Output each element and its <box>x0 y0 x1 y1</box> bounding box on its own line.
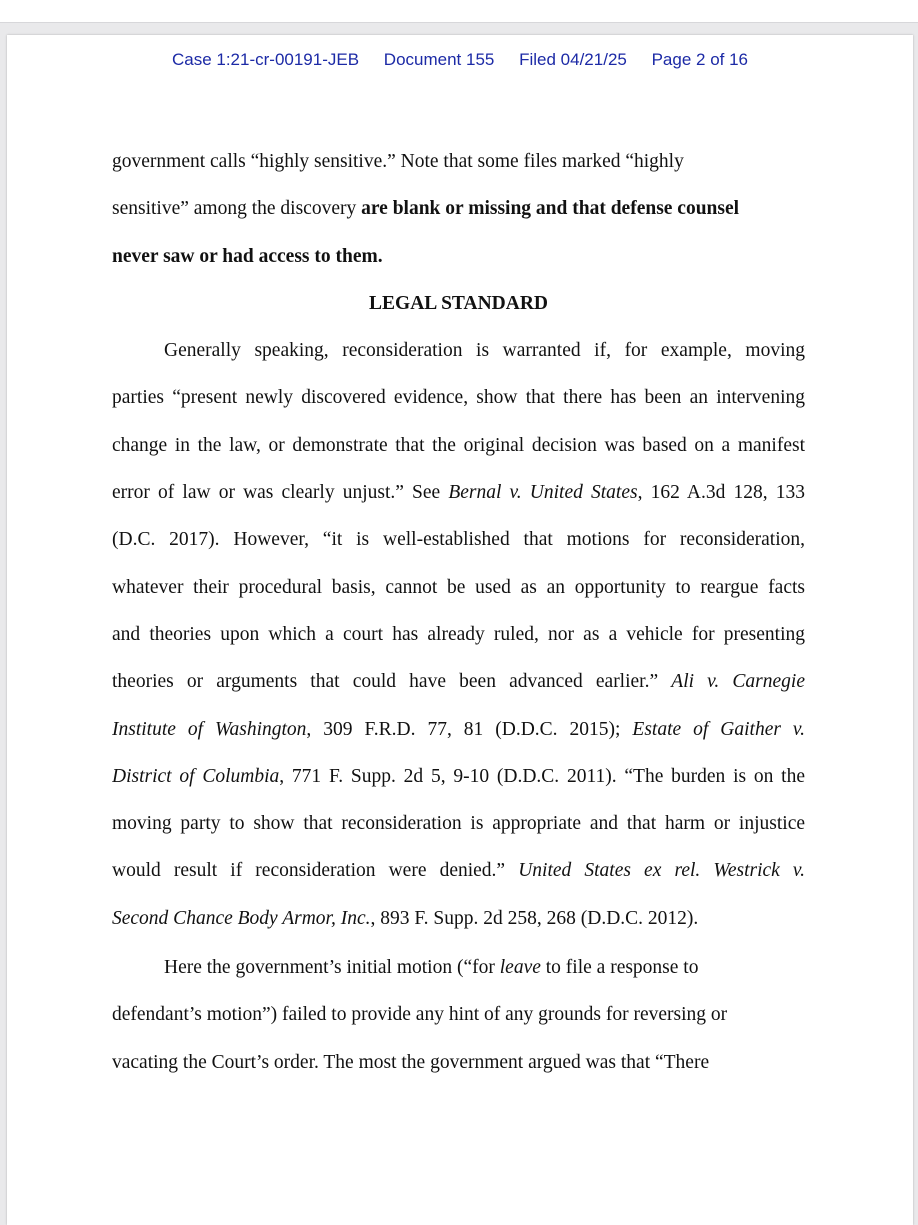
document-number: Document 155 <box>383 50 495 69</box>
text-line: theories or arguments that could have been advanced earlier.” Ali v. Carnegie <box>112 671 805 693</box>
case-number: Case 1:21-cr-00191-JEB <box>171 50 360 69</box>
case-citation: Second Chance Body Armor, Inc. <box>112 907 371 929</box>
text-line <box>112 233 805 280</box>
court-filing-header <box>7 50 913 70</box>
emphasis-bold: never saw or had access to them. <box>112 245 383 267</box>
text-line: defendant’s motion”) failed to provide any hint of any grounds for reversing or <box>112 1004 728 1026</box>
text-line: Generally speaking, reconsideration is warranted if, for example, moving <box>164 340 805 362</box>
emphasis-bold: are blank or missing and that defense counsel <box>361 198 740 220</box>
text-line: (D.C. 2017). However, “it is well-established that motions for reconsideration, <box>112 529 805 551</box>
text-line: Institute of Washington, 309 F.R.D. 77, 81 (D.D.C. 2015); Estate of Gaither v. <box>112 718 805 740</box>
page-indicator: Page 2 of 16 <box>651 50 749 69</box>
case-citation: District of Columbia <box>112 765 280 787</box>
case-citation: Bernal v. United States <box>448 482 638 504</box>
text-line: vacating the Court’s order. The most the government argued was that “There <box>112 1051 710 1073</box>
viewer-top-strip <box>0 0 918 23</box>
text-line: Second Chance Body Armor, Inc., 893 F. Supp. 2d 258, 268 (D.D.C. 2012). <box>112 907 699 929</box>
document-page <box>7 35 913 1225</box>
text-line: sensitive” among the discovery are blank or missing and that defense counsel <box>112 198 740 220</box>
text-line: and theories upon which a court has already ruled, nor as a vehicle for presenting <box>112 623 805 645</box>
text-line: error of law or was clearly unjust.” See Bernal v. United States, 162 A.3d 128, 133 <box>112 482 805 504</box>
case-citation: Institute of Washington <box>112 718 307 740</box>
section-heading: LEGAL STANDARD <box>369 292 548 314</box>
text-line: parties “present newly discovered evidence, show that there has been an intervening <box>112 387 805 409</box>
case-citation: Estate of Gaither v. <box>632 718 805 740</box>
text-line: would result if reconsideration were denied.” United States ex rel. Westrick v. <box>112 860 805 882</box>
text-line: government calls “highly sensitive.” Note that some files marked “highly <box>112 151 684 172</box>
text-line: moving party to show that reconsideration is appropriate and that harm or injustice <box>112 813 805 835</box>
document-body <box>112 138 805 1086</box>
text-line: change in the law, or demonstrate that the original decision was based on a manifest <box>112 434 805 456</box>
text-line: District of Columbia, 771 F. Supp. 2d 5, 9-10 (D.D.C. 2011). “The burden is on the <box>112 765 805 787</box>
case-citation: Ali v. Carnegie <box>671 671 805 693</box>
text-line: whatever their procedural basis, cannot be used as an opportunity to reargue facts <box>112 576 805 598</box>
case-citation: United States ex rel. Westrick v. <box>518 860 805 882</box>
filed-date: Filed 04/21/25 <box>519 50 627 69</box>
emphasis-italic: leave <box>499 957 541 979</box>
text-line: Here the government’s initial motion (“for leave to file a response to <box>164 957 699 979</box>
